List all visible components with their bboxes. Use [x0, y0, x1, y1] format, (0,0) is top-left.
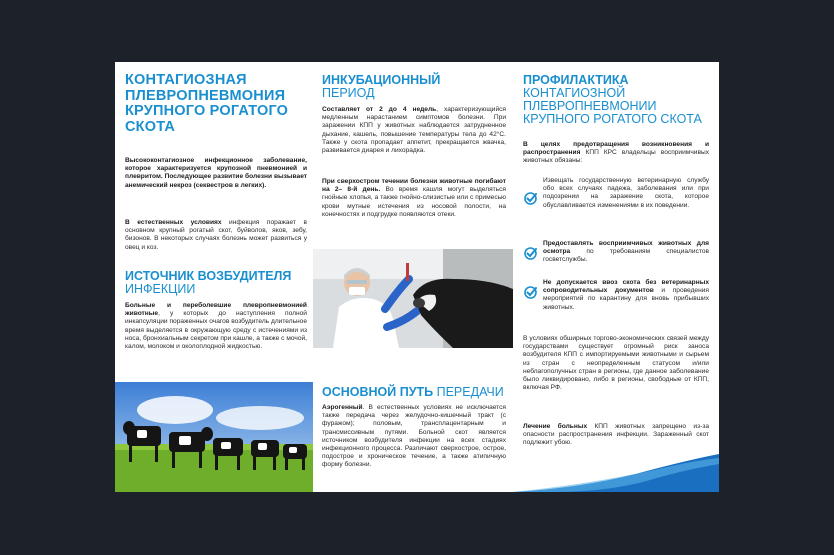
- trade-text: В условиях обширных торгово-экономических связей между государствами существует огромный риск заноса возбудителя КПП с импортируемыми животными и сырьем из стран с неопределенным статусом и/или неблагополучных стран в регионы, где данное заболевание было ликвидировано, либо в регионы, свободные от КПП, включая РФ.: [523, 335, 709, 392]
- path-bold: Аэрогенный: [322, 404, 363, 411]
- column-3: [513, 62, 719, 492]
- trade-paragraph: [523, 335, 709, 392]
- column-1: [115, 62, 313, 492]
- brochure-sheet: [115, 62, 719, 492]
- decorative-wave: [513, 454, 719, 492]
- cows-field-photo: [115, 382, 313, 492]
- treatment-paragraph: [523, 423, 709, 448]
- column-2: [313, 62, 513, 492]
- obligation-item: [543, 240, 709, 265]
- intro-paragraph: [125, 157, 307, 190]
- natural-conditions-paragraph: [125, 219, 307, 252]
- check-icon: [524, 247, 537, 260]
- source-title-light: ИНФЕКЦИИ: [125, 282, 196, 296]
- source-title-bold: ИСТОЧНИК ВОЗБУДИТЕЛЯ: [125, 269, 292, 283]
- natural-conditions-bold: В естественных условиях: [125, 219, 222, 226]
- path-title-bold: ОСНОВНОЙ ПУТЬ: [322, 385, 434, 399]
- obligation-item-text: по требованиям специалистов госветслужбы.: [543, 248, 709, 264]
- obligation-item-bold: Не допускается ввоз скота без ветеринарных сопроводительных документов: [543, 279, 709, 295]
- treatment-bold: Лечение больных: [523, 423, 588, 430]
- treatment-text: КПП животных запрещено из-за опасности распространения инфекции. Зараженный скот подлежит убою.: [523, 423, 710, 447]
- obligation-item: [543, 279, 709, 312]
- incubation-title: [322, 74, 508, 100]
- source-paragraph: [125, 302, 307, 351]
- obligation-item-text: Извещать государственную ветеринарную службу обо всех случаях падежа, заболевания или при подозрении на заражение скота, которое обуславливается изменениями в их поведении.: [543, 177, 709, 209]
- prevention-bold: В целях предотвращения возникновения и распространения: [523, 141, 709, 157]
- source-title: [125, 270, 311, 296]
- prevention-title: [523, 74, 715, 126]
- incubation-title-bold: ИНКУБАЦИОННЫЙ: [322, 73, 441, 87]
- incubation-paragraph: [322, 106, 506, 155]
- prevention-title-bold: ПРОФИЛАКТИКА: [523, 73, 629, 87]
- incubation-bold: Составляет от 2 до 4 недель: [322, 106, 437, 113]
- incubation-title-light: ПЕРИОД: [322, 86, 375, 100]
- prevention-title-light: КОНТАГИОЗНОЙ ПЛЕВРОПНЕВМОНИИ КРУПНОГО РОГАТОГО СКОТА: [523, 86, 702, 126]
- acute-text: Во время кашля могут выделяться гнойные хлопья, а также гнойно-слизистые или с примесью крови мутные истечения из носовой полости, на конечностях и подгрудке появляются отеки.: [322, 186, 506, 218]
- acute-bold: При сверхостром течении болезни животные погибают на 2– 8-й день.: [322, 178, 506, 194]
- path-title: [322, 386, 512, 399]
- path-title-light: ПЕРЕДАЧИ: [436, 385, 504, 399]
- prevention-text: КПП КРС владельцы восприимчивых животных обязаны:: [523, 149, 709, 165]
- acute-paragraph: [322, 178, 506, 219]
- vet-cow-photo: [313, 249, 513, 348]
- obligation-item-bold: Предоставлять восприимчивых животных для осмотра: [543, 240, 709, 256]
- intro-text: Высококонтагиозное инфекционное заболевание, которое характеризуется крупозной пневмонией и плевритом. Последующее развитие болезни вызывает анемический некроз (секвестров в легких).: [125, 157, 307, 189]
- prevention-intro: [523, 141, 709, 166]
- incubation-text: , характеризующийся медленным нарастанием симптомов болезни. При заражении КПП у животных наблюдается затрудненное дыхание, кашель, повышение температуры тела до 42°С. Также у скота пропадает аппетит, прекращается жвачка, развивается диарея и лихорадка.: [322, 106, 506, 155]
- check-icon: [524, 286, 537, 299]
- check-icon: [524, 192, 537, 205]
- path-paragraph: [322, 404, 506, 470]
- path-text: . В естественных условиях не исключается также передача через желудочно-кишечный тракт (с фуражом); половым, трансплацентарным и трансмиссивным путями. Больной скот является источником возбудителя инфекции на всех стадиях инфекционного процесса. Различают сверхострое, острое, подострое и хроническое течение, а также атипичную форму болезни.: [322, 404, 506, 469]
- source-bold: Больные и переболевшие плевропневмонией животные: [125, 302, 307, 318]
- source-text: , у которых до наступления полной инкапсуляции пораженных очагов возбудитель длительное время выделяется в окружающую среду с истечениями из носа, бронхиальным секретом при кашле, а также с мочой, калом, молоком и околоплодной жидкостью.: [125, 310, 307, 351]
- natural-conditions-text: инфекция поражает в основном крупный рогатый скот, буйволов, яков, зебу, бизонов. В некоторых случаях болезнь может развиться у овец и коз.: [125, 219, 308, 251]
- obligation-item: [543, 177, 709, 210]
- main-title: КОНТАГИОЗНАЯ ПЛЕВРОПНЕВМОНИЯ КРУПНОГО РОГАТОГО СКОТА: [125, 72, 289, 135]
- obligation-item-text: и проведения мероприятий по карантину для вновь прибывших животных.: [543, 287, 709, 311]
